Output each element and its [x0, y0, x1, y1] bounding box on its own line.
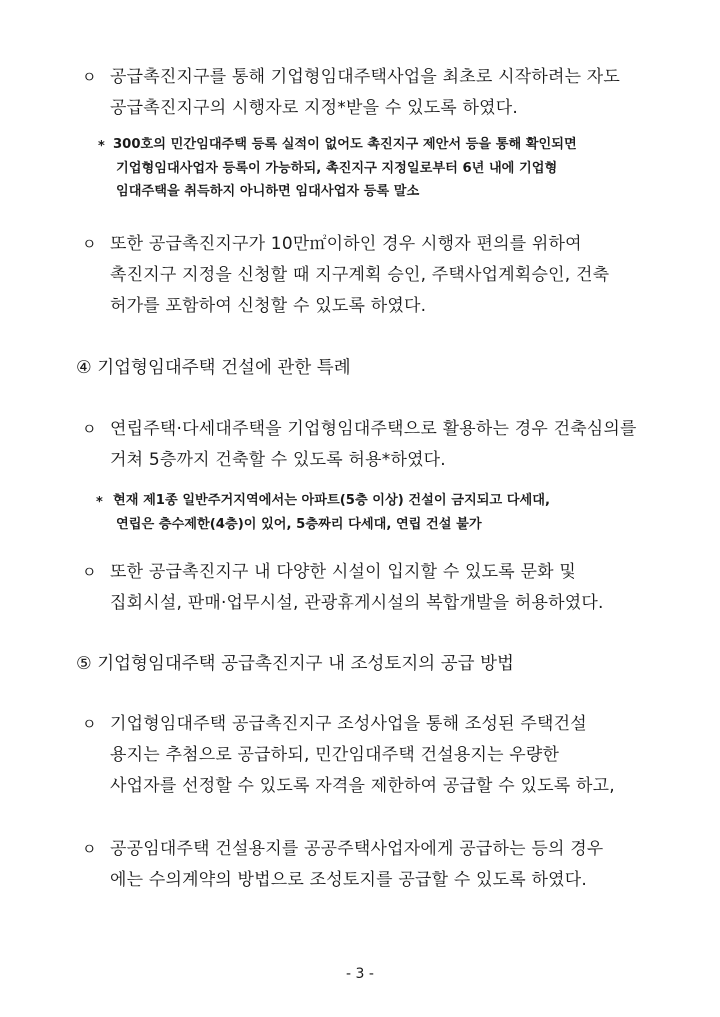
paragraph-line: 공급촉진지구를 통해 기업형임대주택사업을 최초로 시작하려는 자도	[110, 67, 621, 87]
bullet-marker: ㅇ	[82, 840, 97, 858]
footnote-line: 임대주택을 취득하지 아니하면 임대사업자 등록 말소	[116, 184, 420, 199]
page-number: - 3 -	[346, 966, 374, 982]
paragraph-line: 용지는 추첨으로 공급하되, 민간임대주택 건설용지는 우량한	[110, 745, 560, 765]
paragraph-line: 또한 공급촉진지구 내 다양한 시설이 입지할 수 있도록 문화 및	[110, 562, 576, 582]
paragraph-line: 사업자를 선정할 수 있도록 자격을 제한하여 공급할 수 있도록 하고,	[110, 776, 615, 796]
paragraph-line: 공급촉진지구의 시행자로 지정*받을 수 있도록 하였다.	[110, 98, 519, 118]
bullet-marker: ㅇ	[82, 715, 97, 733]
footnote-line: 현재 제1종 일반주거지역에서는 아파트(5층 이상) 건설이 금지되고 다세대,	[113, 493, 550, 508]
paragraph-line: 에는 수의계약의 방법으로 조성토지를 공급할 수 있도록 하였다.	[110, 870, 588, 890]
paragraph-line: 연립주택·다세대주택을 기업형임대주택으로 활용하는 경우 건축심의를	[110, 419, 637, 439]
bullet-marker: ㅇ	[82, 68, 97, 86]
paragraph-line: 거쳐 5층까지 건축할 수 있도록 허용*하였다.	[110, 450, 446, 470]
footnote-line: 연립은 층수제한(4층)이 있어, 5층짜리 다세대, 연립 건설 불가	[116, 517, 482, 532]
footnote-line: 기업형임대사업자 등록이 가능하되, 촉진지구 지정일로부터 6년 내에 기업형	[116, 161, 558, 176]
footnote-line: 300호의 민간임대주택 등록 실적이 없어도 촉진지구 제안서 등을 통해 확인되면	[113, 137, 577, 152]
footnote-marker: *	[98, 139, 105, 154]
paragraph-line: 촉진지구 지정을 신청할 때 지구계획 승인, 주택사업계획승인, 건축	[110, 265, 610, 285]
bullet-marker: ㅇ	[82, 235, 97, 253]
section-heading: ④ 기업형임대주택 건설에 관한 특례	[76, 358, 351, 378]
paragraph-line: 공공임대주택 건설용지를 공공주택사업자에게 공급하는 등의 경우	[110, 839, 604, 859]
paragraph-line: 또한 공급촉진지구가 10만㎡이하인 경우 시행자 편의를 위하여	[110, 234, 582, 254]
section-heading: ⑤ 기업형임대주택 공급촉진지구 내 조성토지의 공급 방법	[76, 654, 514, 674]
paragraph-line: 집회시설, 판매·업무시설, 관광휴게시설의 복합개발을 허용하였다.	[110, 593, 604, 613]
paragraph-line: 허가를 포함하여 신청할 수 있도록 하였다.	[110, 296, 427, 316]
bullet-marker: ㅇ	[82, 420, 97, 438]
bullet-marker: ㅇ	[82, 563, 97, 581]
footnote-marker: *	[96, 495, 103, 510]
paragraph-line: 기업형임대주택 공급촉진지구 조성사업을 통해 조성된 주택건설	[110, 714, 587, 734]
